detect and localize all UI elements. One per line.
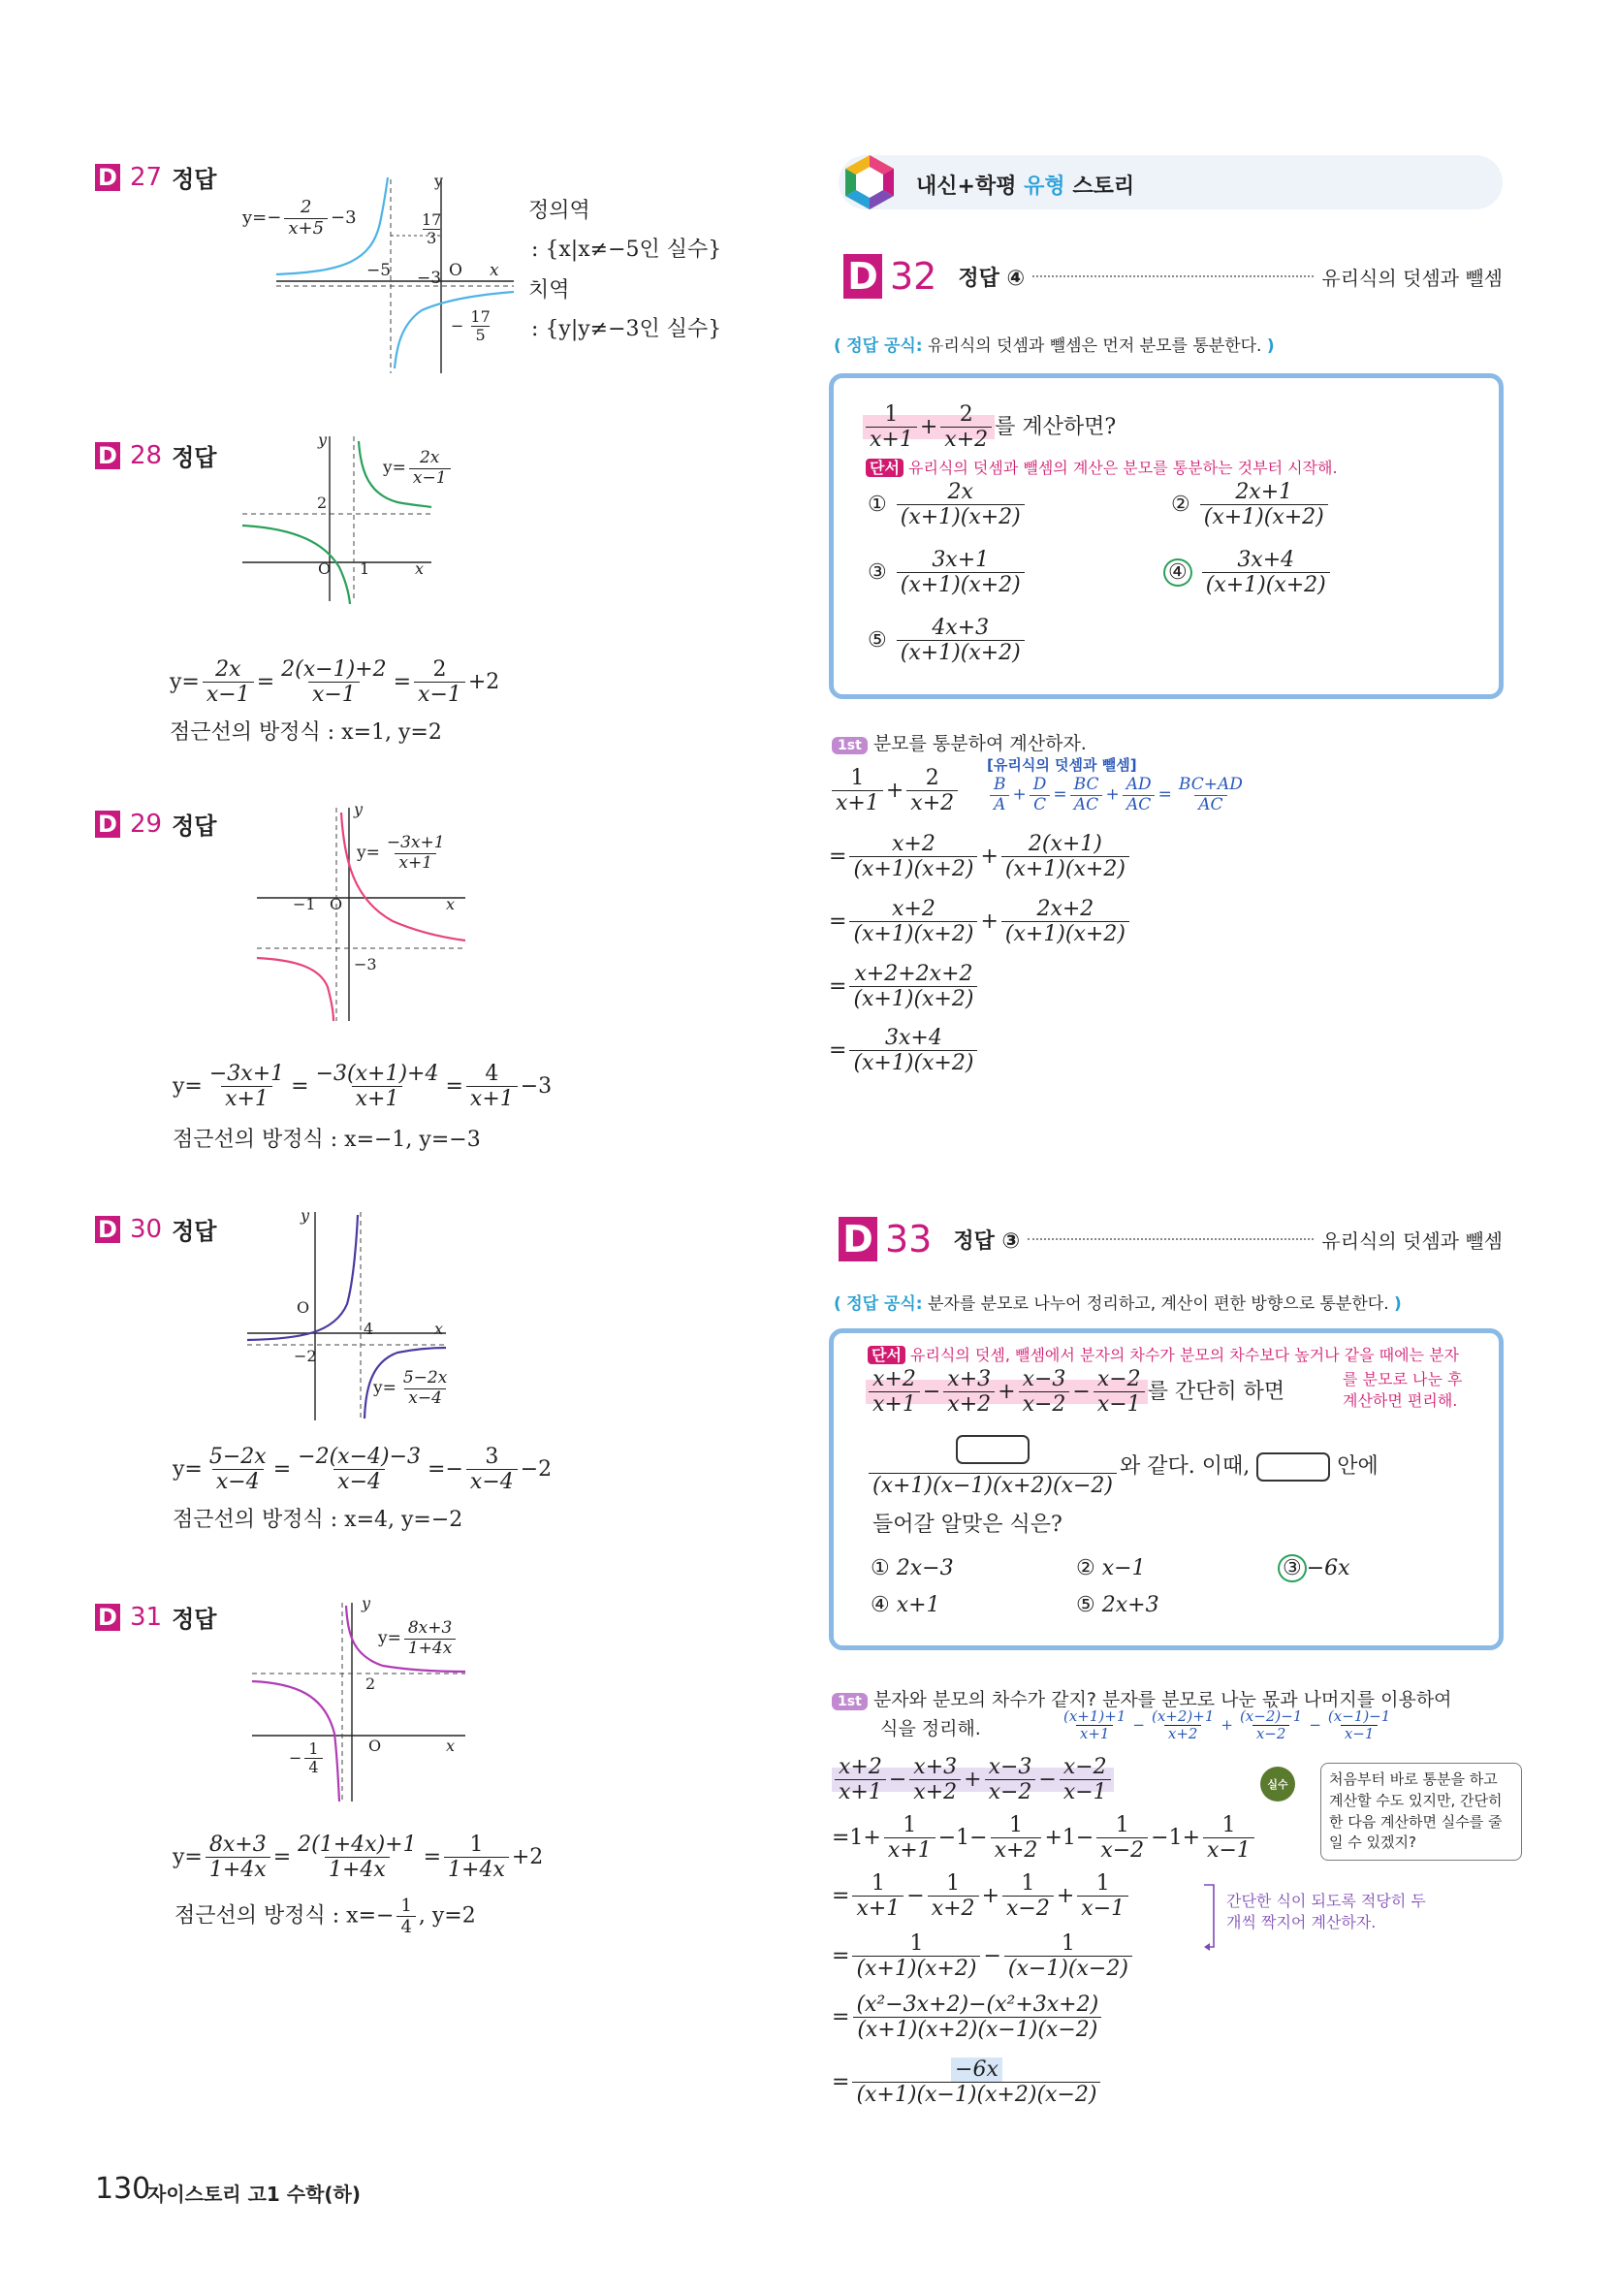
choice-4[interactable]: ④ x+1 <box>871 1593 940 1617</box>
d32-solution-line-5: = $\frac{3x+4}{(x+1)(x+2)}$ <box>829 1026 980 1076</box>
d33-solution-line-1: $\frac{x+2}{x+1}$ − $\frac{x+3}{x+2}$ + $\frac{x-3}{x-2}$ − $\frac{x-2}{x-1}$ <box>832 1755 1114 1805</box>
origin-label: O <box>330 895 343 913</box>
x-axis-label: x <box>490 261 499 280</box>
d30-asymptote: 점근선의 방정식 : x=4, y=−2 <box>173 1508 463 1532</box>
problem-number: 32 <box>890 255 937 298</box>
d31-asymptote: 점근선의 방정식 : x=− $\frac{1}{4}$ , y=2 <box>174 1896 476 1937</box>
mistake-badge-icon: 실수 <box>1260 1767 1295 1802</box>
d32-solution-line-4: = $\frac{x+2+2x+2}{(x+1)(x+2)}$ <box>829 962 980 1012</box>
d-badge: D <box>95 1604 120 1631</box>
d33-blue-rewrite: $\frac{(x+1)+1}{x+1}$ − $\frac{(x+2)+1}{x+2}$ + $\frac{(x-2)-1}{x-2}$ − $\frac{(x-1)-1}{x-1}$ <box>1063 1707 1391 1743</box>
problem-number: 27 <box>130 162 163 192</box>
d-badge: D <box>95 1216 120 1243</box>
d33-hint: 단서 유리식의 덧셈, 뺄셈에서 분자의 차수가 분모의 차수보다 높거나 같을 때에는 분자 <box>868 1343 1459 1365</box>
d28-fn: y= $\frac{2x}{x-1}$ <box>383 449 454 488</box>
d33-question-expr: $\frac{x+2}{x+1}$ − $\frac{x+3}{x+2}$ + $\frac{x-3}{x-2}$ − $\frac{x-2}{x-1}$ 를 간단히 하면 <box>866 1367 1284 1418</box>
tick-label: 2 <box>365 1674 376 1693</box>
topic-label: 유리식의 덧셈과 뺄셈 <box>1321 1228 1503 1253</box>
tick-label: −3 <box>354 955 377 973</box>
d29-header <box>95 807 216 841</box>
d33-solution-line-2: =1+ $\frac{1}{x+1}$ −1− $\frac{1}{x+2}$ +1− $\frac{1}{x-2}$ −1+ $\frac{1}{x-1}$ <box>832 1813 1257 1864</box>
d-badge: D <box>839 1217 877 1261</box>
d-badge: D <box>843 254 882 299</box>
problem-number: 33 <box>885 1218 933 1260</box>
d29-fn: y= $\frac{-3x+1}{x+1}$ <box>357 833 445 873</box>
problem-number: 30 <box>130 1214 163 1244</box>
d32-solution-line-1: $\frac{1}{x+1}$ + $\frac{2}{x+2}$ <box>829 766 961 816</box>
x-axis-label: x <box>446 1737 456 1755</box>
d32-note-title: [유리식의 덧셈과 뺄셈] <box>987 756 1137 774</box>
topic-label: 유리식의 덧셈과 뺄셈 <box>1321 266 1503 290</box>
origin-label: O <box>449 261 462 280</box>
d33-solution-line-6: = $\frac{-6x}{(x+1)(x-1)(x+2)(x-2)}$ <box>832 2057 1103 2108</box>
answer-label: 정답 <box>172 813 217 840</box>
d32-header <box>843 254 1503 299</box>
d32-note-formula: $\frac{B}{A}$ + $\frac{D}{C}$ = $\frac{BC}{AC}$ + $\frac{AD}{AC}$ = $\frac{BC+AD}{AC}$ <box>987 776 1250 814</box>
y-axis-label: y <box>354 800 364 818</box>
choice-4[interactable]: ④ $\frac{3x+4}{(x+1)(x+2)}$ <box>1163 548 1333 598</box>
origin-label: O <box>368 1737 382 1755</box>
hexagon-logo-icon <box>841 153 898 211</box>
choice-1[interactable]: ① $\frac{2x}{(x+1)(x+2)}$ <box>868 480 1028 530</box>
d33-hint-3: 계산하면 편리해. <box>1343 1391 1458 1410</box>
section-title: 내신+학평 유형 스토리 <box>916 175 1135 199</box>
d33-formula: ( 정답 공식: 분자를 분모로 나누어 정리하고, 계산이 편한 방향으로 통분한다. ) <box>834 1294 1402 1314</box>
x-intercept-label: − $\frac{17}{5}$ <box>451 307 491 345</box>
answer-label: 정답 <box>172 166 217 193</box>
tick-label: 2 <box>317 494 328 512</box>
d30-header <box>95 1212 216 1246</box>
book-title: 자이스토리 고1 수학(하) <box>147 2183 362 2206</box>
d28-header <box>95 438 216 472</box>
tick-label: 4 <box>364 1320 374 1338</box>
tick-label: −1 <box>293 895 316 913</box>
d29-equation: y= $\frac{-3x+1}{x+1}$ = $\frac{-3(x+1)+4}{x+1}$ = $\frac{4}{x+1}$ −3 <box>173 1062 553 1112</box>
pairing-note: 간단한 식이 되도록 적당히 두 개씩 짝지어 계산하자. <box>1226 1892 1426 1932</box>
tick-label: −3 <box>417 269 442 288</box>
x-axis-label: x <box>446 895 456 913</box>
d31-fn: y= $\frac{8x+3}{1+4x}$ <box>378 1619 459 1658</box>
y-intercept-label: $\frac{17}{3}$ <box>422 210 442 248</box>
x-axis-label: x <box>434 1320 444 1338</box>
d30-fn: y= $\frac{5-2x}{x-4}$ <box>373 1368 448 1408</box>
d32-hint: 단서 유리식의 덧셈과 뺄셈의 계산은 분모를 통분하는 것부터 시작해. <box>866 456 1338 478</box>
dotted-leader <box>1028 1238 1314 1240</box>
y-axis-label: y <box>434 172 444 190</box>
range-set: : {y|y≠−3인 실수} <box>531 317 722 341</box>
range-label: 치역 <box>528 278 570 303</box>
pairing-bracket <box>1202 1883 1221 1953</box>
d33-step: 1st 분자와 분모의 차수가 같지? 분자를 분모로 나눈 몫과 나머지를 이용하여 <box>832 1685 1452 1711</box>
choice-1[interactable]: ① 2x−3 <box>871 1556 954 1580</box>
d32-formula: ( 정답 공식: 유리식의 덧셈과 뺄셈은 먼저 분모를 통분한다. ) <box>834 336 1275 356</box>
tick-label: −2 <box>294 1347 317 1365</box>
tick-label: 1 <box>360 559 370 578</box>
domain-label: 정의역 <box>528 199 590 223</box>
d33-question-line3: 들어갈 알맞은 식은? <box>872 1513 1062 1537</box>
choice-3[interactable]: ③ $\frac{3x+1}{(x+1)(x+2)}$ <box>868 548 1028 598</box>
d33-solution-line-3: = $\frac{1}{x+1}$ − $\frac{1}{x+2}$ + $\frac{1}{x-2}$ + $\frac{1}{x-1}$ <box>832 1871 1131 1922</box>
mistake-callout: 처음부터 바로 통분을 하고 계산할 수도 있지만, 간단히 한 다음 계산하면 실수를 줄일 수 있겠지? <box>1320 1763 1522 1861</box>
answer-check-mark: ④ <box>1163 558 1192 587</box>
y-axis-label: y <box>301 1206 310 1225</box>
d-badge: D <box>95 442 120 469</box>
d-badge: D <box>95 164 120 191</box>
choice-3[interactable]: ③ −6x <box>1278 1554 1350 1582</box>
d33-header <box>839 1217 1503 1261</box>
answer-label: 정답 <box>172 1218 217 1245</box>
d28-equation: y= $\frac{2x}{x-1}$ = $\frac{2(x-1)+2}{x-1}$ = $\frac{2}{x-1}$ +2 <box>170 657 500 708</box>
blank-box-inline <box>1256 1452 1330 1482</box>
x-axis-label: x <box>415 559 425 578</box>
tick-label: − $\frac{1}{4}$ <box>289 1740 326 1777</box>
origin-label: O <box>318 559 332 578</box>
d31-header <box>95 1600 216 1634</box>
problem-number: 31 <box>130 1602 163 1632</box>
y-axis-label: y <box>318 430 328 449</box>
answer-blank-box <box>956 1435 1030 1464</box>
d32-solution-line-3: = $\frac{x+2}{(x+1)(x+2)}$ + $\frac{2x+2}{(x+1)(x+2)}$ <box>829 897 1132 947</box>
d30-equation: y= $\frac{5-2x}{x-4}$ = $\frac{-2(x-4)-3}{x-4}$ =− $\frac{3}{x-4}$ −2 <box>173 1445 553 1495</box>
d33-question-fraction: (x+1)(x−1)(x+2)(x−2) 와 같다. 이때, 안에 <box>866 1435 1379 1499</box>
origin-label: O <box>297 1298 310 1317</box>
dotted-leader <box>1032 275 1314 277</box>
d32-solution-line-2: = $\frac{x+2}{(x+1)(x+2)}$ + $\frac{2(x+1)}{(x+1)(x+2)}$ <box>829 832 1132 882</box>
d27-fn: y=− $\frac{2}{x+5}$ −3 <box>242 197 357 239</box>
d32-step: 1st 분모를 통분하여 계산하자. <box>832 729 1087 755</box>
choice-2[interactable]: ② $\frac{2x+1}{(x+1)(x+2)}$ <box>1171 480 1331 530</box>
d32-question: $\frac{1}{x+1}$ + $\frac{2}{x+2}$ 를 계산하면? <box>863 402 1116 453</box>
d-badge: D <box>95 811 120 838</box>
answer-label: 정답 <box>172 444 217 471</box>
d28-asymptote: 점근선의 방정식 : x=1, y=2 <box>170 720 442 745</box>
d31-equation: y= $\frac{8x+3}{1+4x}$ = $\frac{2(1+4x)+1}{1+4x}$ = $\frac{1}{1+4x}$ +2 <box>173 1833 544 1883</box>
d33-solution-line-5: = $\frac{\text{(x²−3x+2)−(x²+3x+2)}}{(x+1)(x+2)(x-1)(x-2)}$ <box>832 1993 1105 2043</box>
d33-solution-line-4: = $\frac{1}{(x+1)(x+2)}$ − $\frac{1}{(x-1)(x-2)}$ <box>832 1931 1135 1982</box>
choice-5[interactable]: ⑤ 2x+3 <box>1076 1593 1159 1617</box>
answer-check-mark: ③ <box>1278 1554 1307 1582</box>
answer-label: 정답 ③ <box>953 1228 1021 1254</box>
tick-label: −5 <box>366 261 392 280</box>
domain-set: : {x|x≠−5인 실수} <box>531 238 722 262</box>
d27-header <box>95 160 216 194</box>
y-axis-label: y <box>362 1594 371 1612</box>
d33-step-2: 식을 정리해. <box>880 1718 981 1739</box>
choice-5[interactable]: ⑤ $\frac{4x+3}{(x+1)(x+2)}$ <box>868 616 1028 666</box>
answer-label: 정답 ④ <box>958 266 1026 291</box>
problem-number: 28 <box>130 440 163 470</box>
d29-asymptote: 점근선의 방정식 : x=−1, y=−3 <box>173 1128 481 1152</box>
page-number: 130 <box>95 2172 151 2206</box>
d33-hint-2: 를 분모로 나눈 후 <box>1343 1370 1463 1388</box>
choice-2[interactable]: ② x−1 <box>1076 1556 1146 1580</box>
problem-number: 29 <box>130 809 163 839</box>
answer-label: 정답 <box>172 1606 217 1633</box>
